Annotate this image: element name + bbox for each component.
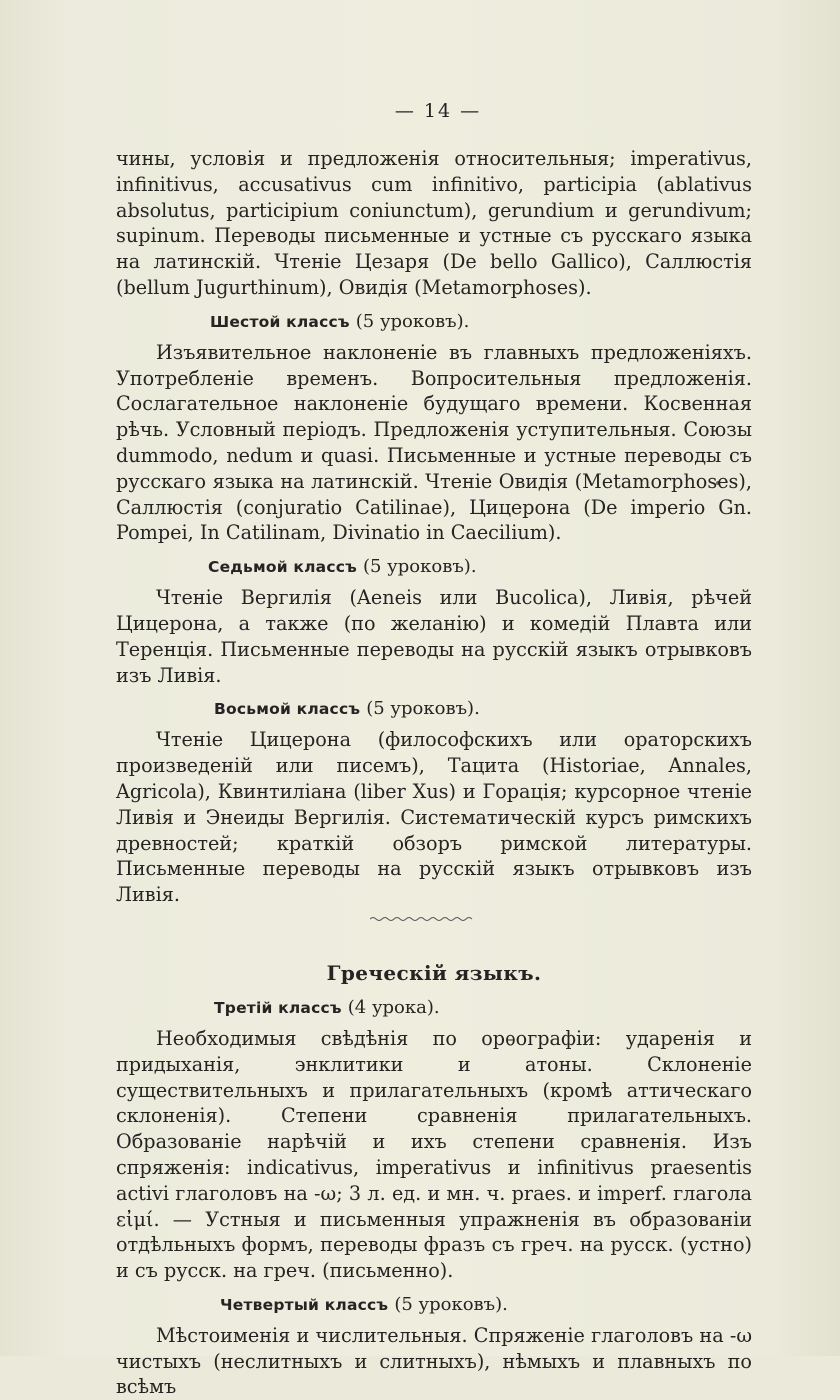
latin-class7-paragraph: Чтеніе Вергилія (Aeneis или Bucolica), Ливія, рѣчей Цицерона, а также (по желанію) и комедій Плавта или Теренція. Письменные переводы на русскій языкъ отрывковъ изъ Ливія. (116, 586, 752, 687)
page-content (116, 100, 752, 1400)
class-heading-label: Седьмой классъ (208, 558, 357, 577)
latin-class8-heading (214, 696, 752, 721)
greek-class3-heading (214, 995, 752, 1020)
greek-class4-heading (220, 1292, 752, 1317)
class-hours: (5 уроковъ). (394, 1293, 508, 1315)
latin-continuation-paragraph: чины, условія и предложенія относительныя; imperativus, infinitivus, accusativus cum infinitivo, participia (ablativus absolutus, participium coniunctum), gerundium и gerundivum; supinum. Переводы письменные и устные съ русскаго языка на латинскій. Чтеніе Цезаря (De bello Gallico), Саллюстія (bellum Jugurthinum), Овидія (Metamorphoses). (116, 147, 752, 299)
class-hours: (5 уроковъ). (362, 556, 477, 578)
latin-class7-heading (208, 554, 752, 579)
greek-class4-paragraph: Мѣстоименія и числительныя. Спряженіе глаголовъ на -ω чистыхъ (неслитныхъ и слитныхъ), нѣмыхъ и плавныхъ по всѣмъ (116, 1323, 752, 1399)
class-heading-label: Четвертый классъ (220, 1295, 389, 1314)
greek-section-title: Греческій языкъ. (326, 960, 542, 985)
class-heading-label: Третій классъ (214, 998, 342, 1017)
section-divider-ornament (370, 915, 474, 923)
latin-class6-heading (210, 309, 752, 334)
page-number: — 14 — (394, 100, 482, 122)
class-hours: (5 уроковъ). (355, 310, 470, 332)
latin-class8-paragraph: Чтеніе Цицерона (философскихъ или ораторскихъ произведеній или писемъ), Тацита (Historiae, Annales, Agricola), Квинтиліана (liber Xus) и Горація; курсорное чтеніе Ливія и Энеиды Вергилія. Систематическій курсъ римскихъ древностей; краткій обзоръ римской литературы. Письменные переводы на русскій языкъ отрывковъ изъ Ливія. (116, 728, 752, 907)
class-heading-label: Шестой классъ (210, 312, 350, 331)
class-hours: (4 урока). (347, 996, 440, 1018)
class-heading-label: Восьмой классъ (214, 700, 361, 719)
class-hours: (5 уроковъ). (366, 698, 480, 720)
greek-class3-paragraph: Необходимыя свѣдѣнія по орѳографіи: ударенія и придыханія, энклитики и атоны. Склоненіе существительныхъ и прилагательныхъ (кромѣ аттическаго склоненія). Степени сравненія прилагательныхъ. Образованіе нарѣчій и ихъ степени сравненія. Изъ спряженія: indicativus, imperativus и infinitivus praesentis activi глаголовъ на -ω; 3 л. ед. и мн. ч. praes. и imperf. глагола εἰμί. — Устныя и письменныя упражненія въ образованіи отдѣльныхъ формъ, переводы фразъ съ греч. на русск. (устно) и съ русск. на греч. (письменно). (116, 1026, 752, 1283)
latin-class6-paragraph: Изъявительное наклоненіе въ главныхъ предложеніяхъ. Употребленіе временъ. Вопросительныя предложенія. Сослагательное наклоненіе будущаго времени. Косвенная рѣчь. Условный періодъ. Предложенія уступительныя. Союзы dummodo, nedum и quasi. Письменные и устные переводы съ русскаго языка на латинскій. Чтеніе Овидія (Metamorphoses), Саллюстія (conjuratio Catilinae), Цицерона (De imperio Gn. Pompei, In Catilinam, Divinatio in Caecilium). (116, 340, 752, 545)
